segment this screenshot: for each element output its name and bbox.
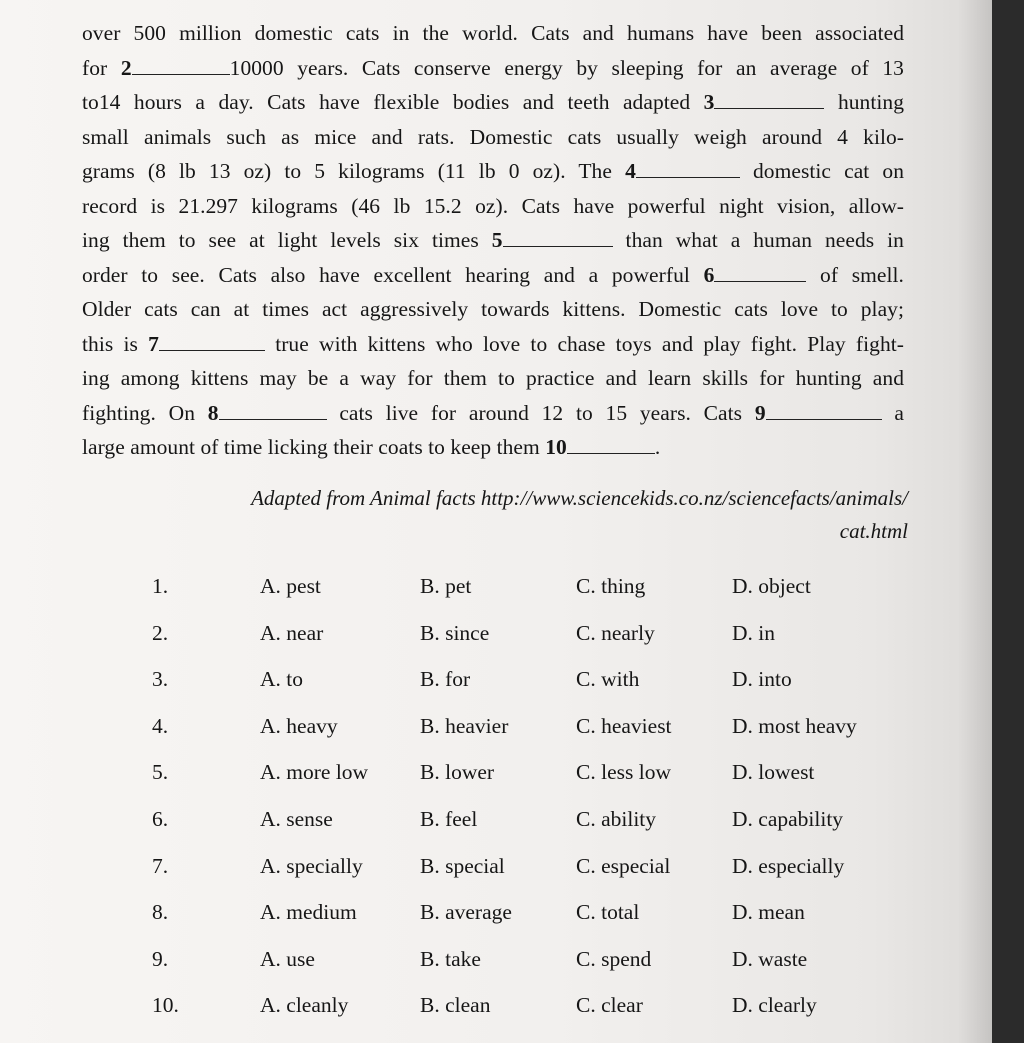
question-row [0, 941, 992, 977]
passage-text: large amount of time licking their coats to keep them [82, 435, 546, 459]
answer-blank-4[interactable] [636, 176, 740, 178]
question-number: 6. [152, 807, 169, 831]
passage-line [82, 154, 904, 189]
option-a[interactable]: A. medium [260, 900, 357, 925]
option-a[interactable]: A. use [260, 946, 315, 971]
passage-text: to14 hours a day. Cats have flexible bodies and teeth adapted [82, 90, 704, 114]
option-a[interactable]: A. cleanly [260, 993, 349, 1018]
option-a[interactable]: A. near [260, 620, 324, 645]
option-d[interactable]: D. capability [732, 807, 844, 831]
passage-line [82, 292, 904, 327]
answer-blank-9[interactable] [766, 418, 882, 420]
blank-number: 7 [148, 331, 159, 356]
question-number: 9. [152, 946, 169, 971]
option-a[interactable]: A. to [260, 667, 303, 692]
blank-number: 8 [207, 400, 219, 425]
option-d[interactable]: D. mean [732, 900, 805, 925]
passage-line [82, 16, 904, 51]
option-b[interactable]: B. since [420, 620, 490, 645]
passage-text: for [82, 55, 121, 80]
cloze-passage [82, 16, 904, 465]
passage-text: order to see. Cats also have excellent hearing and a powerful [82, 262, 704, 287]
answer-blank-8[interactable] [219, 418, 327, 420]
source-line-2: cat.html [839, 519, 908, 543]
question-row [0, 708, 992, 744]
answer-blank-10[interactable] [567, 452, 655, 454]
option-c[interactable]: C. thing [576, 574, 646, 598]
passage-line [82, 51, 904, 86]
question-row [0, 615, 992, 651]
source-line-1: Adapted from Animal facts http://www.sciencekids.co.nz/sciencefacts/animals/ [251, 486, 908, 510]
question-row [0, 987, 992, 1023]
question-row [0, 801, 992, 837]
option-d[interactable]: D. in [732, 620, 775, 645]
passage-text: record is 21.297 kilograms (46 lb 15.2 oz). Cats have powerful night vision, allow- [82, 193, 904, 218]
answer-blank-3[interactable] [714, 107, 824, 109]
question-row [0, 754, 992, 790]
option-b[interactable]: B. pet [420, 574, 472, 598]
question-number: 8. [152, 900, 169, 925]
passage-line [82, 258, 904, 293]
answer-blank-6[interactable] [714, 280, 806, 282]
question-number: 3. [152, 667, 169, 692]
option-a[interactable]: A. pest [260, 574, 321, 598]
question-number: 1. [152, 574, 169, 598]
passage-text: . [654, 435, 661, 459]
option-c[interactable]: C. spend [576, 946, 652, 971]
question-number: 2. [152, 620, 169, 645]
passage-line [82, 189, 904, 224]
option-b[interactable]: B. average [420, 900, 512, 925]
blank-number: 6 [703, 262, 715, 287]
option-b[interactable]: B. clean [420, 993, 491, 1018]
passage-line [82, 327, 904, 362]
passage-text: over 500 million domestic cats in the world. Cats and humans have been associated [82, 21, 904, 45]
question-number: 10. [152, 993, 179, 1018]
option-a[interactable]: A. more low [260, 760, 369, 785]
option-a[interactable]: A. heavy [260, 713, 338, 738]
passage-text: grams (8 lb 13 oz) to 5 kilograms (11 lb 0 oz). The [82, 159, 626, 183]
option-a[interactable]: A. sense [260, 807, 333, 831]
option-b[interactable]: B. take [420, 946, 481, 971]
option-c[interactable]: C. heaviest [576, 713, 672, 738]
question-number: 7. [152, 853, 169, 878]
passage-line [82, 430, 904, 465]
passage-text: of smell. [806, 262, 904, 287]
option-d[interactable]: D. most heavy [732, 713, 857, 738]
option-c[interactable]: C. total [576, 900, 640, 925]
page-edge-shadow [958, 0, 992, 1043]
passage-text: true with kittens who love to chase toys and play fight. Play fight- [264, 331, 904, 356]
option-b[interactable]: B. for [420, 667, 471, 692]
passage-text: ing among kittens may be a way for them to practice and learn skills for hunting and [82, 366, 904, 390]
option-a[interactable]: A. specially [260, 853, 363, 878]
passage-text: Older cats can at times act aggressively towards kittens. Domestic cats love to play; [82, 297, 904, 321]
option-b[interactable]: B. special [420, 853, 505, 878]
option-d[interactable]: D. waste [732, 946, 808, 971]
option-d[interactable]: D. lowest [732, 760, 815, 785]
question-row [0, 894, 992, 930]
passage-line [82, 223, 904, 258]
passage-text: than what a human needs in [612, 228, 904, 252]
option-d[interactable]: D. into [732, 667, 792, 692]
answer-blank-2[interactable] [132, 73, 230, 75]
passage-text: small animals such as mice and rats. Domestic cats usually weigh around 4 kilo- [82, 124, 904, 149]
passage-line [82, 361, 904, 396]
option-b[interactable]: B. heavier [420, 713, 509, 738]
passage-text: domestic cat on [739, 159, 905, 183]
option-b[interactable]: B. feel [420, 807, 478, 831]
option-b[interactable]: B. lower [420, 760, 495, 785]
passage-text: hunting [824, 90, 904, 114]
blank-number: 10 [545, 435, 567, 459]
passage-text: fighting. On [82, 400, 208, 425]
blank-number: 4 [625, 159, 636, 183]
option-c[interactable]: C. nearly [576, 620, 655, 645]
option-c[interactable]: C. less low [576, 760, 671, 785]
passage-text: this is [82, 331, 149, 356]
passage-text: a [881, 400, 904, 425]
question-row [0, 568, 992, 604]
blank-number: 3 [703, 90, 715, 114]
passage-line [82, 396, 904, 431]
passage-text: 10000 years. Cats conserve energy by sleeping for an average of 13 [229, 55, 904, 80]
blank-number: 9 [754, 400, 766, 425]
option-d[interactable]: D. clearly [732, 993, 817, 1018]
option-d[interactable]: D. especially [732, 853, 845, 878]
question-row [0, 661, 992, 697]
blank-number: 2 [120, 55, 132, 80]
passage-line [82, 85, 904, 120]
question-row [0, 848, 992, 884]
option-c[interactable]: C. especial [576, 853, 671, 878]
option-c[interactable]: C. ability [576, 807, 657, 831]
option-d[interactable]: D. object [732, 574, 811, 598]
passage-text: ing them to see at light levels six times [82, 228, 492, 252]
option-c[interactable]: C. clear [576, 993, 643, 1018]
question-number: 4. [152, 713, 169, 738]
source-citation [130, 482, 908, 548]
answer-blank-5[interactable] [503, 245, 613, 247]
blank-number: 5 [491, 228, 503, 252]
passage-line [82, 120, 904, 155]
passage-text: cats live for around 12 to 15 years. Cats [326, 400, 755, 425]
option-c[interactable]: C. with [576, 667, 640, 692]
answer-blank-7[interactable] [159, 349, 265, 351]
question-number: 5. [152, 760, 169, 785]
